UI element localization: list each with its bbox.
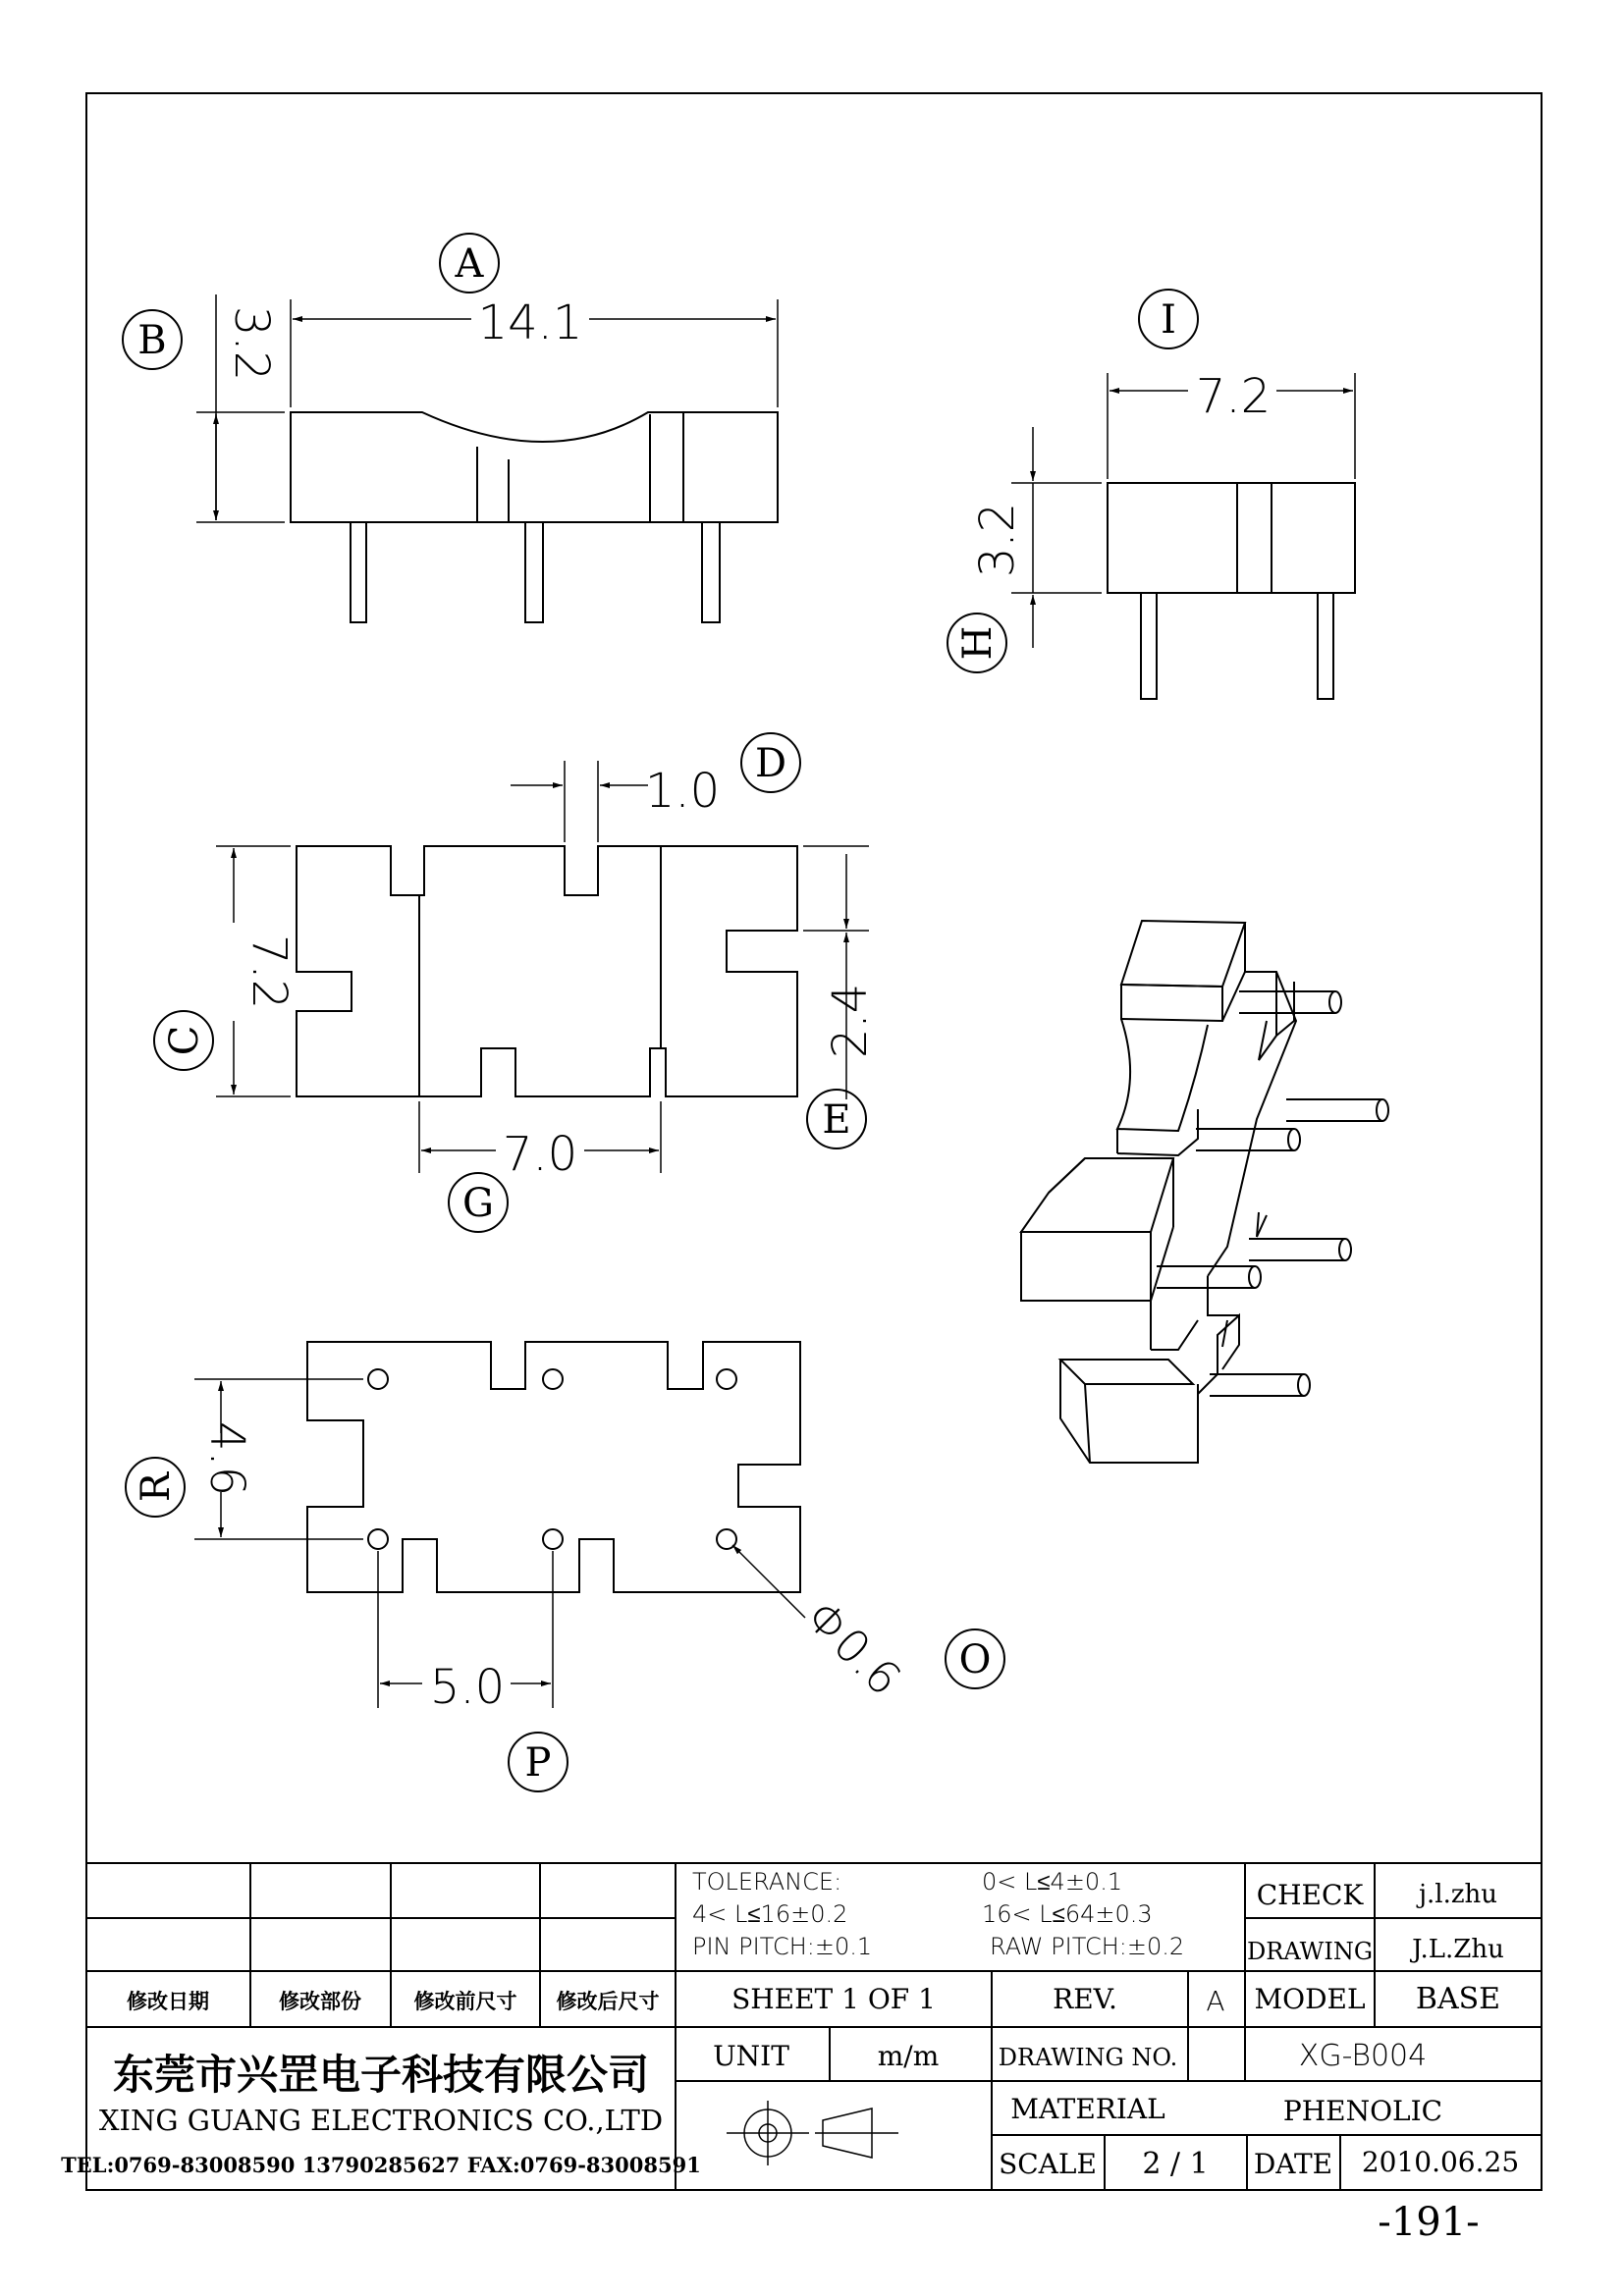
balloon-a (440, 234, 499, 293)
svg-text:G: G (462, 1181, 494, 1226)
svg-text:C: C (162, 1025, 207, 1056)
top-view (216, 761, 869, 1173)
scale-label: SCALE (999, 2148, 1097, 2180)
drawing-value: J.L.Zhu (1412, 1935, 1504, 1964)
drawing-no-value: XG-B004 (1298, 2039, 1428, 2073)
date-label: DATE (1253, 2148, 1333, 2180)
rev-header-date: 修改日期 (127, 1990, 209, 2013)
raw-pitch-tolerance: RAW PITCH:±0.2 (990, 1933, 1185, 1960)
dim-h-height: 3.2 (970, 502, 1025, 578)
dim-c-height: 7.2 (242, 934, 297, 1010)
balloon-e (807, 1090, 866, 1148)
dim-a-width: 14.1 (477, 295, 583, 350)
material-value: PHENOLIC (1282, 2095, 1443, 2127)
svg-text:H: H (955, 625, 1001, 661)
check-label: CHECK (1256, 1879, 1364, 1911)
projection-symbol-icon (727, 2101, 898, 2165)
dim-o-hole: Φ0.6 (795, 1589, 912, 1706)
unit-value: m/m (877, 2040, 940, 2072)
rev-header-before: 修改前尺寸 (413, 1990, 517, 2013)
rev-header-part: 修改部份 (279, 1990, 361, 2013)
pcb-view (194, 1342, 805, 1708)
balloon-d (741, 733, 800, 792)
rev-label: REV. (1053, 1983, 1117, 2015)
svg-text:P: P (524, 1740, 552, 1786)
balloon-g (449, 1173, 508, 1232)
company-name-en: XING GUANG ELECTRONICS CO.,LTD (98, 2104, 664, 2137)
tolerance-range-2: 4< L≤16±0.2 (692, 1900, 848, 1928)
company-name-cn: 东莞市兴罡电子科技有限公司 (112, 2051, 650, 2099)
dim-p-pitch: 5.0 (429, 1660, 506, 1715)
dim-e-height: 2.4 (823, 983, 878, 1059)
dim-r-pitch: 4.6 (199, 1420, 254, 1497)
tolerance-label: TOLERANCE: (692, 1868, 842, 1896)
drawing-no-label: DRAWING NO. (998, 2044, 1178, 2071)
balloon-p (509, 1733, 568, 1791)
material-label: MATERIAL (1010, 2093, 1165, 2125)
svg-text:B: B (137, 318, 167, 363)
isometric-view (1021, 921, 1388, 1463)
balloon-o (946, 1629, 1004, 1688)
dim-g-width: 7.0 (502, 1127, 578, 1182)
balloon-h (947, 614, 1006, 672)
model-value: BASE (1415, 1982, 1501, 2016)
iso-pins (1157, 991, 1388, 1396)
svg-text:D: D (754, 741, 787, 786)
tolerance-range-3: 16< L≤64±0.3 (982, 1900, 1153, 1928)
dim-d-slot: 1.0 (644, 764, 721, 819)
scale-value: 2 / 1 (1142, 2147, 1209, 2181)
date-value: 2010.06.25 (1361, 2146, 1520, 2178)
side-view (1011, 373, 1355, 699)
unit-label: UNIT (713, 2040, 789, 2072)
svg-text:I: I (1161, 297, 1176, 343)
dim-b-height: 3.2 (224, 305, 279, 382)
page-number: -191- (1378, 2200, 1480, 2245)
svg-text:R: R (134, 1471, 179, 1503)
pin-pitch-tolerance: PIN PITCH:±0.1 (692, 1933, 873, 1960)
drawing-label: DRAWING (1247, 1938, 1373, 1965)
rev-header-after: 修改后尺寸 (556, 1990, 660, 2013)
sheet-count: SHEET 1 OF 1 (731, 1983, 936, 2015)
balloon-r (126, 1458, 185, 1517)
rev-value: A (1206, 1985, 1225, 2017)
balloon-c (154, 1011, 213, 1070)
balloon-i (1139, 290, 1198, 348)
svg-text:E: E (822, 1097, 851, 1143)
svg-text:A: A (455, 241, 484, 287)
model-label: MODEL (1254, 1983, 1366, 2015)
balloon-b (123, 310, 182, 369)
check-value: j.l.zhu (1418, 1880, 1498, 1909)
tolerance-range-1: 0< L≤4±0.1 (982, 1868, 1123, 1896)
dim-i-width: 7.2 (1195, 369, 1272, 424)
svg-text:O: O (958, 1637, 992, 1682)
company-contact: TEL:0769-83008590 13790285627 FAX:0769-83008591 (61, 2153, 701, 2177)
